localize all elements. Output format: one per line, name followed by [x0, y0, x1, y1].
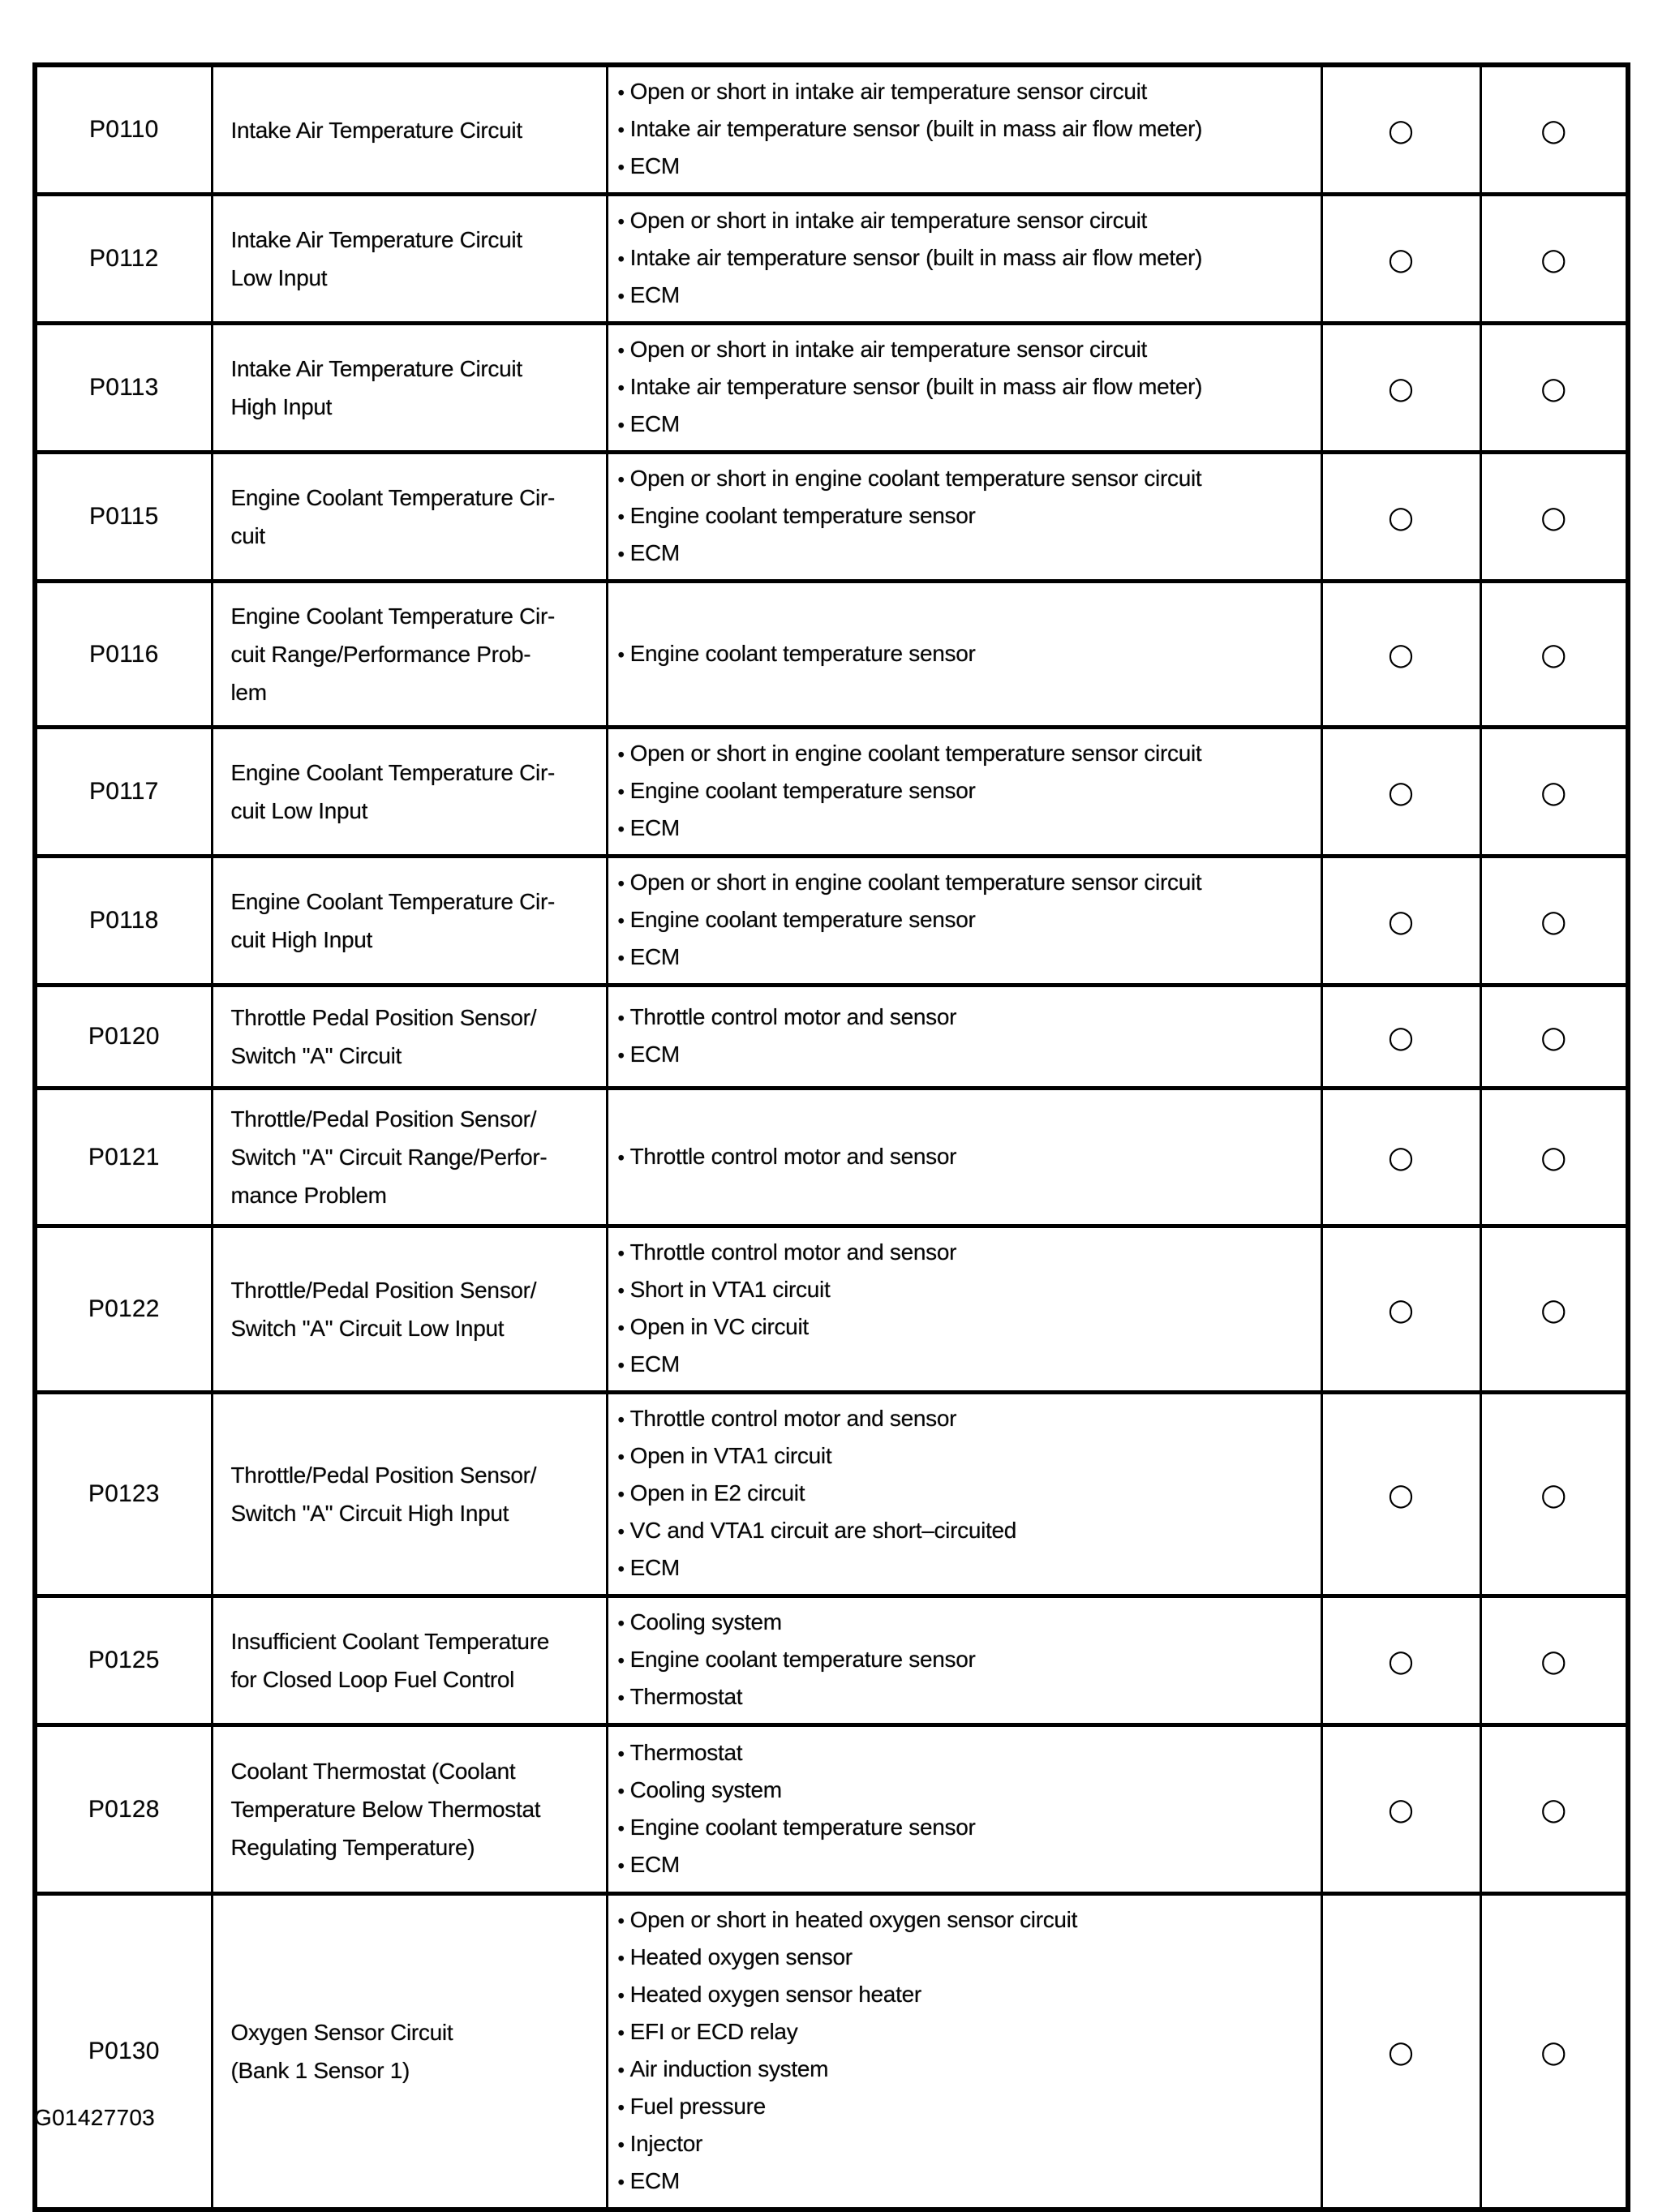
trouble-area-text: Fuel pressure — [629, 2094, 766, 2119]
detection-item-line: Throttle Pedal Position Sensor/ — [230, 1005, 537, 1030]
trouble-area-item — [618, 1772, 1317, 1810]
dtc-table — [32, 62, 1630, 2212]
trouble-area-item — [618, 865, 1317, 902]
bullet-icon: • — [617, 1446, 625, 1468]
trouble-area-item — [618, 2089, 1317, 2126]
bullet-icon: • — [617, 157, 625, 178]
table-row — [35, 195, 1628, 324]
dtc-code: P0110 — [88, 116, 159, 143]
dtc-code: P0115 — [88, 503, 159, 530]
trouble-area-item — [618, 636, 1317, 673]
mark-cell-2 — [1480, 986, 1628, 1089]
mark-cell-2 — [1480, 728, 1628, 857]
bullet-icon: • — [617, 1484, 625, 1505]
dtc-code: P0116 — [88, 640, 159, 668]
dtc-code: P0117 — [88, 778, 159, 805]
trouble-area-text: ECM — [629, 153, 680, 178]
mark-cell-2 — [1480, 1725, 1628, 1894]
table-row — [35, 1089, 1628, 1226]
table-row — [35, 65, 1628, 195]
detection-item-line: Engine Coolant Temperature Cir- — [230, 889, 556, 914]
mark-cell-1 — [1321, 195, 1480, 324]
mark-cell-1 — [1321, 1596, 1480, 1725]
table-row — [35, 453, 1628, 582]
trouble-area-item — [618, 1309, 1317, 1347]
bullet-icon: • — [617, 414, 625, 436]
detection-item-line: Switch "A" Circuit — [230, 1043, 402, 1068]
bullet-icon: • — [617, 506, 625, 528]
circle-mark-icon: ○ — [1387, 1476, 1415, 1512]
detection-item-line: Intake Air Temperature Circuit — [230, 227, 522, 252]
dtc-code-cell — [35, 324, 212, 453]
bullet-icon: • — [617, 1613, 625, 1634]
trouble-area-item — [618, 2163, 1317, 2201]
bullet-icon: • — [617, 286, 625, 307]
circle-mark-icon: ○ — [1540, 903, 1567, 938]
trouble-area-cell — [607, 1596, 1321, 1725]
bullet-icon: • — [617, 469, 625, 491]
mark-cell-2 — [1480, 65, 1628, 195]
trouble-area-item — [618, 1550, 1317, 1587]
mark-cell-1 — [1321, 1226, 1480, 1393]
detection-item-line: Engine Coolant Temperature Cir- — [230, 603, 556, 629]
mark-cell-1 — [1321, 728, 1480, 857]
circle-mark-icon: ○ — [1387, 1019, 1415, 1054]
bullet-icon: • — [617, 248, 625, 270]
circle-mark-icon: ○ — [1540, 774, 1567, 810]
bullet-icon: • — [617, 377, 625, 399]
circle-mark-icon: ○ — [1387, 241, 1415, 277]
trouble-area-item — [618, 1847, 1317, 1884]
dtc-code: P0120 — [88, 1023, 160, 1050]
trouble-area-item — [618, 1401, 1317, 1438]
mark-cell-1 — [1321, 65, 1480, 195]
detection-item-line: Engine Coolant Temperature Cir- — [230, 485, 556, 510]
trouble-area-cell — [607, 195, 1321, 324]
bullet-icon: • — [617, 543, 625, 565]
mark-cell-1 — [1321, 986, 1480, 1089]
circle-mark-icon: ○ — [1387, 774, 1415, 810]
trouble-area-cell — [607, 1725, 1321, 1894]
dtc-code-cell — [35, 65, 212, 195]
trouble-area-cell — [607, 1226, 1321, 1393]
bullet-icon: • — [617, 1817, 625, 1840]
detection-item-cell — [212, 582, 607, 728]
circle-mark-icon: ○ — [1540, 1792, 1567, 1827]
trouble-area-item — [618, 1438, 1317, 1475]
trouble-area-text: ECM — [629, 815, 680, 840]
trouble-area-text: Cooling system — [629, 1776, 782, 1802]
detection-item-line: Throttle/Pedal Position Sensor/ — [230, 1106, 537, 1132]
trouble-area-text: Air induction system — [629, 2056, 829, 2081]
detection-item-line: cuit High Input — [230, 927, 372, 952]
trouble-area-cell — [607, 1089, 1321, 1226]
trouble-area-item — [618, 2126, 1317, 2163]
bullet-icon: • — [617, 340, 625, 362]
circle-mark-icon: ○ — [1387, 112, 1415, 148]
detection-item-line: Engine Coolant Temperature Cir- — [230, 760, 556, 785]
trouble-area-item — [618, 406, 1317, 444]
circle-mark-icon: ○ — [1387, 637, 1415, 672]
bullet-icon: • — [617, 781, 625, 803]
bullet-icon: • — [617, 744, 625, 766]
trouble-area-item — [618, 939, 1317, 977]
mark-cell-1 — [1321, 1725, 1480, 1894]
trouble-area-item — [618, 111, 1317, 148]
dtc-code: P0125 — [88, 1647, 160, 1673]
dtc-code: P0128 — [88, 1795, 160, 1823]
mark-cell-1 — [1321, 1894, 1480, 2210]
bullet-icon: • — [617, 1910, 625, 1932]
detection-item-line: Regulating Temperature) — [230, 1835, 475, 1860]
detection-item-line: Switch "A" Circuit Range/Perfor- — [230, 1145, 548, 1170]
dtc-code-cell — [35, 1596, 212, 1725]
detection-item-line: cuit — [230, 523, 265, 548]
bullet-icon: • — [617, 1409, 625, 1431]
detection-item-cell — [212, 1226, 607, 1393]
bullet-icon: • — [617, 910, 625, 932]
mark-cell-1 — [1321, 1089, 1480, 1226]
mark-cell-2 — [1480, 195, 1628, 324]
trouble-area-item — [618, 461, 1317, 498]
trouble-area-item — [618, 1475, 1317, 1513]
table-row — [35, 1393, 1628, 1596]
mark-cell-2 — [1480, 1596, 1628, 1725]
bullet-icon: • — [617, 1558, 625, 1580]
trouble-area-cell — [607, 728, 1321, 857]
circle-mark-icon: ○ — [1540, 370, 1567, 406]
trouble-area-item — [618, 902, 1317, 939]
circle-mark-icon: ○ — [1540, 2034, 1567, 2069]
circle-mark-icon: ○ — [1387, 1792, 1415, 1827]
circle-mark-icon: ○ — [1540, 637, 1567, 672]
dtc-code-cell — [35, 582, 212, 728]
detection-item-cell — [212, 986, 607, 1089]
bullet-icon: • — [617, 1355, 625, 1377]
trouble-area-text: ECM — [629, 1555, 680, 1580]
detection-item-cell — [212, 1894, 607, 2210]
table-row — [35, 582, 1628, 728]
dtc-code-cell — [35, 986, 212, 1089]
bullet-icon: • — [617, 1985, 625, 2007]
mark-cell-2 — [1480, 453, 1628, 582]
mark-cell-1 — [1321, 857, 1480, 986]
trouble-area-item — [618, 74, 1317, 111]
bullet-icon: • — [617, 1521, 625, 1543]
dtc-code: P0123 — [88, 1480, 160, 1507]
dtc-code-cell — [35, 857, 212, 986]
trouble-area-item — [618, 240, 1317, 277]
dtc-code: P0118 — [88, 907, 159, 934]
trouble-area-item — [618, 773, 1317, 810]
trouble-area-text: Engine coolant temperature sensor — [629, 907, 976, 932]
bullet-icon: • — [617, 1854, 625, 1877]
dtc-code-cell — [35, 1725, 212, 1894]
bullet-icon: • — [617, 818, 625, 840]
circle-mark-icon: ○ — [1387, 1643, 1415, 1678]
trouble-area-cell — [607, 857, 1321, 986]
detection-item-cell — [212, 1596, 607, 1725]
trouble-area-item — [618, 1810, 1317, 1847]
trouble-area-text: VC and VTA1 circuit are short–circuited — [629, 1518, 1017, 1543]
trouble-area-text: Intake air temperature sensor (built in mass air flow meter) — [629, 374, 1203, 399]
bullet-icon: • — [617, 2022, 625, 2044]
dtc-code-cell — [35, 195, 212, 324]
bullet-icon: • — [617, 82, 625, 104]
detection-item-line: Switch "A" Circuit High Input — [230, 1501, 509, 1526]
circle-mark-icon: ○ — [1540, 1019, 1567, 1054]
detection-item-line: High Input — [230, 394, 333, 419]
dtc-table-body — [35, 65, 1628, 2210]
trouble-area-item — [618, 1604, 1317, 1642]
trouble-area-text: Thermostat — [629, 1684, 743, 1709]
mark-cell-2 — [1480, 1226, 1628, 1393]
mark-cell-1 — [1321, 1393, 1480, 1596]
detection-item-line: lem — [230, 680, 267, 705]
circle-mark-icon: ○ — [1387, 370, 1415, 406]
table-row — [35, 1725, 1628, 1894]
trouble-area-text: Intake air temperature sensor (built in mass air flow meter) — [629, 116, 1203, 141]
trouble-area-text: Open or short in intake air temperature sensor circuit — [629, 79, 1148, 104]
detection-item-line: mance Problem — [230, 1183, 387, 1208]
bullet-icon: • — [617, 1317, 625, 1339]
trouble-area-item — [618, 2051, 1317, 2089]
trouble-area-item — [618, 1235, 1317, 1272]
trouble-area-text: ECM — [629, 540, 680, 565]
circle-mark-icon: ○ — [1540, 1476, 1567, 1512]
dtc-code-cell — [35, 1089, 212, 1226]
mark-cell-2 — [1480, 324, 1628, 453]
dtc-code-cell — [35, 728, 212, 857]
detection-item-line: for Closed Loop Fuel Control — [230, 1667, 515, 1692]
trouble-area-text: Heated oxygen sensor heater — [629, 1982, 921, 2007]
trouble-area-text: Open or short in intake air temperature sensor circuit — [629, 337, 1148, 362]
bullet-icon: • — [617, 2060, 625, 2081]
table-row — [35, 1226, 1628, 1393]
trouble-area-text: Open in VC circuit — [629, 1314, 809, 1339]
trouble-area-item — [618, 736, 1317, 773]
bullet-icon: • — [617, 1780, 625, 1802]
trouble-area-text: Open or short in engine coolant temperature sensor circuit — [629, 870, 1202, 895]
trouble-area-item — [618, 2014, 1317, 2051]
mark-cell-2 — [1480, 857, 1628, 986]
circle-mark-icon: ○ — [1387, 1140, 1415, 1175]
trouble-area-text: ECM — [629, 2168, 680, 2193]
circle-mark-icon: ○ — [1387, 499, 1415, 535]
bullet-icon: • — [617, 1948, 625, 1969]
detection-item-line: Switch "A" Circuit Low Input — [230, 1316, 505, 1341]
trouble-area-text: Open or short in intake air temperature sensor circuit — [629, 208, 1148, 233]
bullet-icon: • — [617, 2097, 625, 2119]
trouble-area-item — [618, 148, 1317, 186]
mark-cell-2 — [1480, 582, 1628, 728]
dtc-code-cell — [35, 1226, 212, 1393]
trouble-area-cell — [607, 1393, 1321, 1596]
trouble-area-text: Injector — [629, 2131, 703, 2156]
trouble-area-text: Open or short in engine coolant temperature sensor circuit — [629, 466, 1202, 491]
trouble-area-cell — [607, 1894, 1321, 2210]
trouble-area-text: Intake air temperature sensor (built in mass air flow meter) — [629, 245, 1203, 270]
circle-mark-icon: ○ — [1540, 1643, 1567, 1678]
bullet-icon: • — [617, 873, 625, 895]
trouble-area-item — [618, 369, 1317, 406]
trouble-area-item — [618, 1347, 1317, 1384]
bullet-icon: • — [617, 2134, 625, 2156]
trouble-area-item — [618, 1642, 1317, 1679]
trouble-area-text: ECM — [629, 1851, 680, 1877]
detection-item-cell — [212, 65, 607, 195]
detection-item-line: Throttle/Pedal Position Sensor/ — [230, 1462, 537, 1488]
trouble-area-item — [618, 999, 1317, 1037]
detection-item-line: Throttle/Pedal Position Sensor/ — [230, 1278, 537, 1303]
circle-mark-icon: ○ — [1387, 1291, 1415, 1327]
trouble-area-text: ECM — [629, 944, 680, 969]
trouble-area-text: Engine coolant temperature sensor — [629, 640, 976, 666]
bullet-icon: • — [617, 2171, 625, 2193]
detection-item-cell — [212, 1725, 607, 1894]
circle-mark-icon: ○ — [1387, 903, 1415, 938]
bullet-icon: • — [617, 1007, 625, 1029]
mark-cell-1 — [1321, 324, 1480, 453]
trouble-area-text: Thermostat — [629, 1739, 743, 1765]
mark-cell-2 — [1480, 1089, 1628, 1226]
detection-item-cell — [212, 453, 607, 582]
trouble-area-item — [618, 1679, 1317, 1716]
bullet-icon: • — [617, 1146, 625, 1169]
bullet-icon: • — [617, 1650, 625, 1672]
trouble-area-item — [618, 277, 1317, 315]
detection-item-line: Insufficient Coolant Temperature — [230, 1629, 549, 1654]
trouble-area-text: Engine coolant temperature sensor — [629, 503, 976, 528]
trouble-area-text: Short in VTA1 circuit — [629, 1277, 831, 1302]
bullet-icon: • — [617, 1243, 625, 1265]
trouble-area-item — [618, 1513, 1317, 1550]
mark-cell-1 — [1321, 582, 1480, 728]
trouble-area-item — [618, 810, 1317, 848]
trouble-area-item — [618, 1977, 1317, 2014]
mark-cell-1 — [1321, 453, 1480, 582]
trouble-area-text: Heated oxygen sensor — [629, 1944, 853, 1969]
trouble-area-text: Engine coolant temperature sensor — [629, 778, 976, 803]
detection-item-line: Low Input — [230, 265, 328, 290]
trouble-area-item — [618, 535, 1317, 573]
mark-cell-2 — [1480, 1393, 1628, 1596]
detection-item-cell — [212, 1393, 607, 1596]
detection-item-cell — [212, 1089, 607, 1226]
detection-item-line: (Bank 1 Sensor 1) — [230, 2058, 410, 2083]
dtc-code: P0121 — [88, 1143, 160, 1170]
detection-item-line: Temperature Below Thermostat — [230, 1797, 541, 1822]
trouble-area-text: Cooling system — [629, 1609, 782, 1634]
trouble-area-item — [618, 1939, 1317, 1977]
trouble-area-text: ECM — [629, 1042, 680, 1067]
detection-item-line: Intake Air Temperature Circuit — [230, 117, 522, 143]
circle-mark-icon: ○ — [1540, 1291, 1567, 1327]
table-row — [35, 986, 1628, 1089]
circle-mark-icon: ○ — [1540, 1140, 1567, 1175]
trouble-area-cell — [607, 65, 1321, 195]
detection-item-cell — [212, 324, 607, 453]
detection-item-line: Intake Air Temperature Circuit — [230, 356, 522, 381]
dtc-code: P0122 — [88, 1295, 160, 1322]
bullet-icon: • — [617, 1045, 625, 1067]
trouble-area-item — [618, 1735, 1317, 1772]
bullet-icon: • — [617, 1687, 625, 1709]
dtc-code: P0130 — [88, 2038, 160, 2064]
dtc-code-cell — [35, 1894, 212, 2210]
table-row — [35, 324, 1628, 453]
trouble-area-item — [618, 1139, 1317, 1176]
trouble-area-text: Engine coolant temperature sensor — [629, 1647, 976, 1672]
trouble-area-text: ECM — [629, 1351, 680, 1377]
figure-code: G01427703 — [34, 2105, 156, 2130]
circle-mark-icon: ○ — [1540, 241, 1567, 277]
trouble-area-cell — [607, 324, 1321, 453]
trouble-area-text: Throttle control motor and sensor — [629, 1143, 957, 1169]
detection-item-line: cuit Range/Performance Prob- — [230, 642, 531, 667]
detection-item-line: cuit Low Input — [230, 798, 368, 823]
trouble-area-text: Open or short in engine coolant temperature sensor circuit — [629, 741, 1202, 766]
trouble-area-item — [618, 1902, 1317, 1939]
dtc-code-cell — [35, 1393, 212, 1596]
bullet-icon: • — [617, 947, 625, 969]
trouble-area-item — [618, 332, 1317, 369]
bullet-icon: • — [617, 211, 625, 233]
bullet-icon: • — [617, 643, 625, 666]
trouble-area-item — [618, 203, 1317, 240]
trouble-area-text: ECM — [629, 411, 680, 436]
detection-item-cell — [212, 857, 607, 986]
trouble-area-cell — [607, 582, 1321, 728]
trouble-area-text: Throttle control motor and sensor — [629, 1239, 957, 1265]
circle-mark-icon: ○ — [1540, 112, 1567, 148]
trouble-area-item — [618, 1272, 1317, 1309]
detection-item-line: Oxygen Sensor Circuit — [230, 2020, 453, 2045]
trouble-area-text: Throttle control motor and sensor — [629, 1004, 957, 1029]
bullet-icon: • — [617, 119, 625, 141]
trouble-area-text: Engine coolant temperature sensor — [629, 1814, 976, 1840]
trouble-area-text: Open in VTA1 circuit — [629, 1443, 832, 1468]
trouble-area-cell — [607, 986, 1321, 1089]
bullet-icon: • — [617, 1280, 625, 1302]
detection-item-cell — [212, 728, 607, 857]
table-row — [35, 857, 1628, 986]
trouble-area-text: ECM — [629, 282, 680, 307]
dtc-code: P0112 — [88, 245, 159, 272]
trouble-area-text: Throttle control motor and sensor — [629, 1406, 957, 1431]
circle-mark-icon: ○ — [1387, 2034, 1415, 2069]
table-row — [35, 728, 1628, 857]
table-row — [35, 1894, 1628, 2210]
bullet-icon: • — [617, 1742, 625, 1765]
trouble-area-item — [618, 498, 1317, 535]
trouble-area-text: Open in E2 circuit — [629, 1480, 805, 1505]
detection-item-cell — [212, 195, 607, 324]
trouble-area-cell — [607, 453, 1321, 582]
dtc-code: P0113 — [88, 374, 159, 401]
trouble-area-text: Open or short in heated oxygen sensor circuit — [629, 1907, 1078, 1932]
detection-item-line: Coolant Thermostat (Coolant — [230, 1759, 516, 1784]
dtc-code-cell — [35, 453, 212, 582]
table-row — [35, 1596, 1628, 1725]
trouble-area-item — [618, 1037, 1317, 1074]
mark-cell-2 — [1480, 1894, 1628, 2210]
trouble-area-text: EFI or ECD relay — [629, 2019, 798, 2044]
circle-mark-icon: ○ — [1540, 499, 1567, 535]
